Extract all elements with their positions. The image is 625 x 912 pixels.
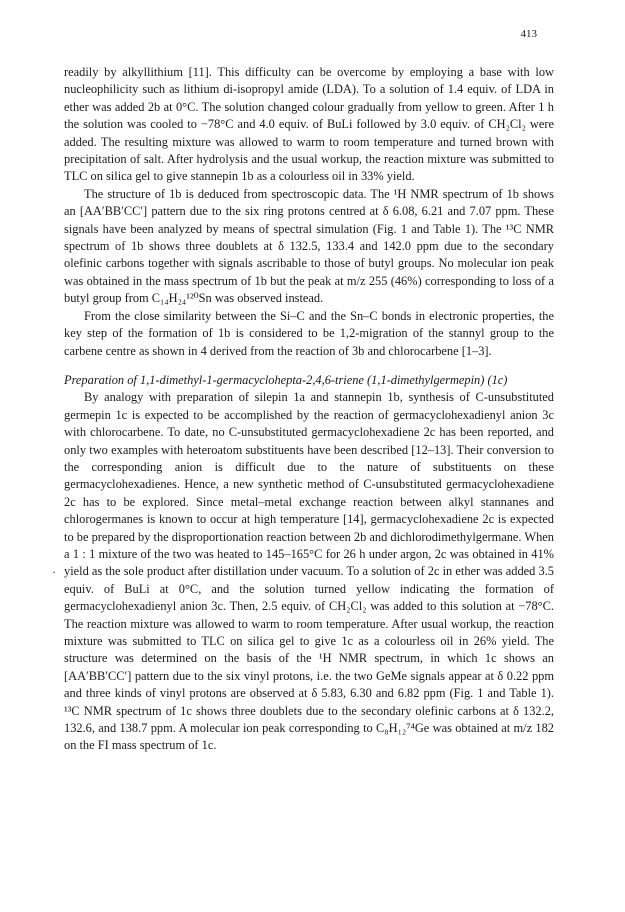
paragraph-continuation: readily by alkyllithium [11]. This difficulty can be overcome by employing a base with low nucleophilicity such as lithium di-isopropyl amide (LDA). To a solution of 1.4 equiv. of LDA in ether was added 2b at 0°C. The solution changed colour gradually from yellow to green. After 1 h the solution was cooled to −78°C and 4.0 equiv. of BuLi followed by 3.0 equiv. of CH₂Cl₂ were added. The resulting mixture was allowed to warm to room temperature and turned brown with precipitation of salt. After hydrolysis and the usual workup, the reaction mixture was submitted to TLC on silica gel to give stannepin 1b as a colourless oil in 33% yield. [64,65,554,184]
paragraph-germepin: By analogy with preparation of silepin 1a and stannepin 1b, synthesis of C-unsubstituted germepin 1c is expected to be accomplished by the reaction of germacyclohexadienyl anion 3c with chlorocarbene. To date, no C-unsubstituted germacyclohexadiene 2c has been reported, and only two examples with heteroatom substituents have been described [12–13]. Their conversion to the corresponding anion is difficult due to the nature of substituents on these germacyclohexadienes. Hence, a new synthetic method of C-unsubstituted germacyclohexadiene 2c has to be explored. Since metal–metal exchange reaction between alkyl stannanes and chlorogermanes is known to occur at high temperature [14], germacyclohexadiene 2c is expected to be prepared by the disproportionation reaction between 2b and dichlorodimethylgermane. When a 1 : 1 mixture of the two was heated to 145–165°C for 26 h under argon, 2c was obtained in 41% yield as the sole product after distillation under vacuum. To a solution of 2c in ether was added 3.5 equiv. of BuLi at 0°C, and the solution turned yellow indicating the formation of germacyclohexadienyl anion 3c. Then, 2.5 equiv. of CH₂Cl₂ was added to this solution at −78°C. The reaction mixture was allowed to warm to room temperature. After usual workup, the reaction mixture was submitted to TLC on silica gel to give 1c as a colourless oil in 26% yield. The structure was determined on the basis of the ¹H NMR spectrum, in which 1c shows an [AA′BB′CC′] pattern due to the six vinyl protons, i.e. the two GeMe signals appear at δ 0.22 ppm and three kinds of vinyl protons are observed at δ 5.83, 6.30 and 6.82 ppm (Fig. 1 and Table 1). ¹³C NMR spectrum of 1c shows three doublets due to the secondary olefinic carbons at δ 132.2, 132.6, and 138.7 ppm. A molecular ion peak corresponding to C₈H₁₂⁷⁴Ge was obtained at m/z 182 on the FI mass spectrum of 1c. [64,390,554,753]
page-number: 413 [520,28,537,40]
article-body [64,64,554,755]
paragraph-structure: The structure of 1b is deduced from spectroscopic data. The ¹H NMR spectrum of 1b shows an [AA′BB′CC′] pattern due to the six ring protons centred at δ 6.08, 6.21 and 7.07 ppm. These signals have been analyzed by means of spectral simulation (Fig. 1 and Table 1). The ¹³C NMR spectrum of 1b shows three doublets at δ 132.5, 133.4 and 142.0 ppm due to the secondary olefinic carbons together with signals ascribable to those of butyl groups. No molecular ion peak was obtained in the mass spectrum of 1b but the peak at m/z 255 (46%) corresponding to loss of a butyl group from C₁₄H₂₄¹²⁰Sn was observed instead. [64,186,554,306]
section-heading: Preparation of 1,1-dimethyl-1-germacyclohepta-2,4,6-triene (1,1-dimethylgermepin) (1c) [64,372,508,387]
margin-mark: · [52,565,56,579]
paragraph-mechanism: From the close similarity between the Si–C and the Sn–C bonds in electronic properties, the key step of the formation of 1b is considered to be 1,2-migration of the stannyl group to the carbene centre as shown in 4 derived from the reaction of 3b and chlorocarbene [1–3]. [64,308,554,358]
